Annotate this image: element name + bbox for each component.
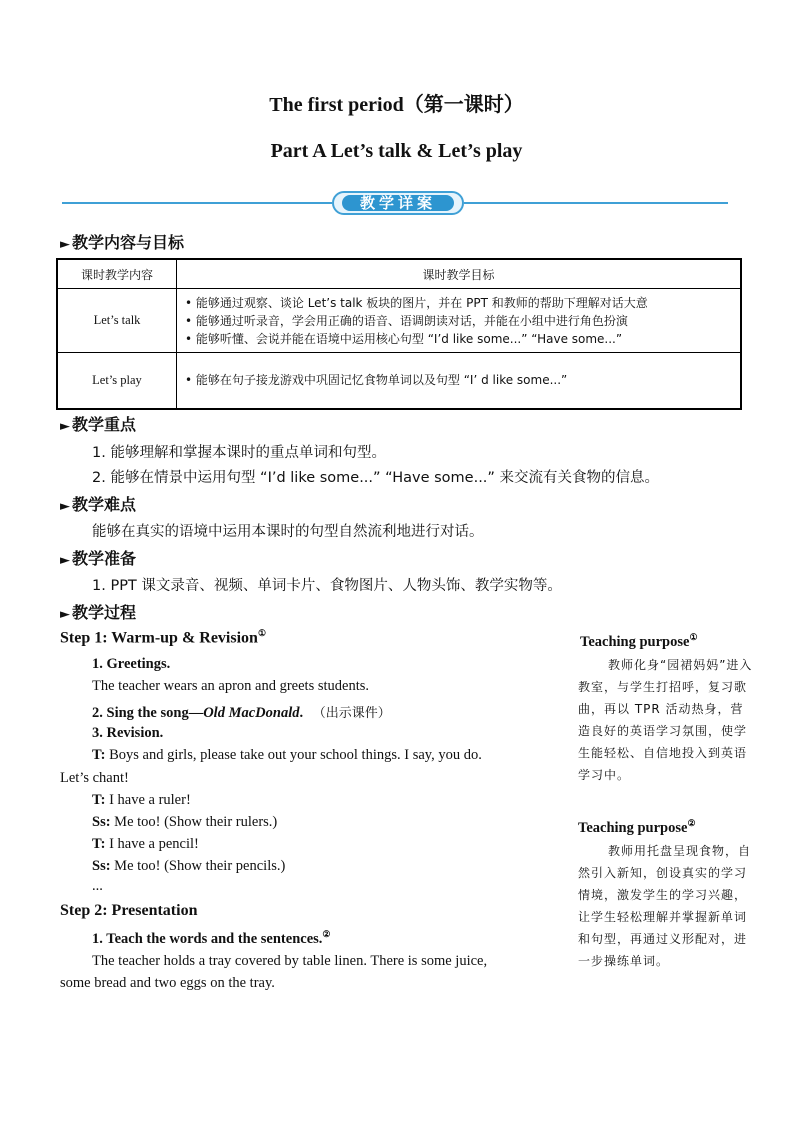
- footnote-marker: ①: [689, 632, 698, 642]
- table-cell-goals: [177, 289, 742, 353]
- banner-line-right: [464, 202, 728, 204]
- speaker: Ss:: [92, 814, 111, 830]
- ellipsis: ...: [92, 878, 103, 894]
- dialog-text: I have a pencil!: [105, 836, 199, 852]
- goal-bullet: • 能够听懂、会说并能在语境中运用核心句型 “I’d like some...” “Have some...”: [185, 331, 623, 346]
- section-heading-difficulties-label: 教学难点: [72, 495, 137, 514]
- section-heading-key-points: [60, 412, 136, 435]
- step1-greet-text: The teacher wears an apron and greets students.: [92, 678, 369, 694]
- step2-title: Step 2: Presentation: [60, 902, 198, 919]
- section-heading-preparation: [60, 546, 136, 569]
- teaching-purpose-text: 教师化身“园裙妈妈”进入教室，与学生打招呼，复习歌曲，再以 TPR 活动热身，营造良好的英语学习氛围，使学生能轻松、自信地投入到英语学习中。: [578, 658, 753, 782]
- teaching-purpose-label: Teaching purpose: [580, 633, 690, 650]
- teaching-purpose-text: 教师用托盘呈现食物，自然引入新知，创设真实的学习情境，激发学生的学习兴趣，让学生轻松理解并掌握新单词和句型，再通过义形配对，进一步操练单词。: [578, 844, 752, 968]
- section-heading-content-label: 教学内容与目标: [72, 233, 185, 252]
- step1-greetings: 1. Greetings.: [92, 656, 171, 672]
- step1-t-line-b: Let’s chant!: [60, 770, 129, 786]
- dialog-text: I have a ruler!: [105, 792, 191, 808]
- difficulty-text: 能够在真实的语境中运用本课时的句型自然流利地进行对话。: [92, 524, 484, 540]
- goal-table: [56, 258, 742, 410]
- arrow-icon: ►: [60, 499, 70, 514]
- dialog-text: Me too! (Show their pencils.): [110, 858, 286, 874]
- arrow-icon: ►: [60, 553, 70, 568]
- speaker: T:: [92, 747, 106, 763]
- page-subtitle: Part A Let’s talk & Let’s play: [270, 140, 523, 162]
- arrow-icon: ►: [60, 419, 70, 434]
- dialog-line: [92, 814, 277, 831]
- teaching-purpose-title: [578, 818, 696, 837]
- footnote-marker: ①: [257, 628, 267, 638]
- page-title: The first period（第一课时）: [269, 94, 524, 116]
- teaching-purpose-title: [580, 632, 698, 651]
- key-point-item: 1. 能够理解和掌握本课时的重点单词和句型。: [92, 445, 386, 461]
- step2-sub-text: 1. Teach the words and the sentences.: [92, 930, 323, 947]
- preparation-text: 1. PPT 课文录音、视频、单词卡片、食物图片、人物头饰、教学实物等。: [92, 578, 562, 594]
- table-cell-content: Let’s talk: [57, 289, 177, 353]
- table-row: [57, 289, 741, 353]
- section-heading-difficulties: [60, 492, 136, 515]
- section-heading-content: [60, 230, 184, 253]
- speaker: T:: [92, 792, 106, 808]
- banner-label: 教学详案: [342, 195, 454, 211]
- speaker: Ss:: [92, 858, 111, 874]
- sing-dot: .: [299, 705, 304, 721]
- step2-line-a: The teacher holds a tray covered by table linen. There is some juice,: [92, 953, 488, 969]
- step1-t-line: [92, 747, 482, 764]
- goal-bullet: • 能够通过听录音，学会用正确的语音、语调朗读对话，并能在小组中进行角色扮演: [185, 313, 628, 328]
- section-heading-process: [60, 600, 136, 623]
- section-heading-preparation-label: 教学准备: [72, 549, 137, 568]
- sing-note: （出示课件）: [312, 706, 391, 721]
- t-line-text: Boys and girls, please take out your school things. I say, you do.: [109, 747, 482, 763]
- dialog-line: [92, 836, 199, 853]
- speaker: T:: [92, 836, 106, 852]
- step1-title-text: Step 1: Warm-up & Revision: [60, 629, 258, 647]
- sing-label: 2. Sing the song—: [92, 705, 204, 721]
- key-point-item: 2. 能够在情景中运用句型 “I’d like some...” “Have some...” 来交流有关食物的信息。: [92, 470, 660, 486]
- goal-bullet: • 能够通过观察、谈论 Let’s talk 板块的图片，并在 PPT 和教师的帮助下理解对话大意: [185, 295, 648, 310]
- section-heading-key-points-label: 教学重点: [72, 415, 137, 434]
- step1-sing: [92, 702, 391, 722]
- table-row: [57, 353, 741, 409]
- step1-revision: 3. Revision.: [92, 725, 164, 741]
- banner-badge: [332, 191, 464, 215]
- step1-title: [60, 628, 266, 647]
- footnote-marker: ②: [322, 929, 331, 939]
- dialog-text: Me too! (Show their rulers.): [110, 814, 278, 830]
- goal-bullet: • 能够在句子接龙游戏中巩固记忆食物单词以及句型 “I’ d like some...”: [185, 373, 568, 388]
- step2-line-b: some bread and two eggs on the tray.: [60, 975, 275, 991]
- banner-line-left: [62, 202, 332, 204]
- section-heading-process-label: 教学过程: [72, 603, 137, 622]
- table-header-row: [57, 259, 741, 289]
- step2-sub: [92, 929, 330, 948]
- table-header-goals: 课时教学目标: [177, 259, 742, 289]
- sing-song: Old MacDonald: [203, 705, 300, 721]
- footnote-marker: ②: [687, 818, 696, 828]
- table-header-content: 课时教学内容: [57, 259, 177, 289]
- table-cell-content: Let’s play: [57, 353, 177, 409]
- dialog-line: [92, 792, 191, 809]
- arrow-icon: ►: [60, 237, 70, 252]
- table-cell-goals: [177, 353, 742, 409]
- arrow-icon: ►: [60, 607, 70, 622]
- dialog-line: [92, 858, 285, 875]
- teaching-purpose-label: Teaching purpose: [578, 819, 688, 836]
